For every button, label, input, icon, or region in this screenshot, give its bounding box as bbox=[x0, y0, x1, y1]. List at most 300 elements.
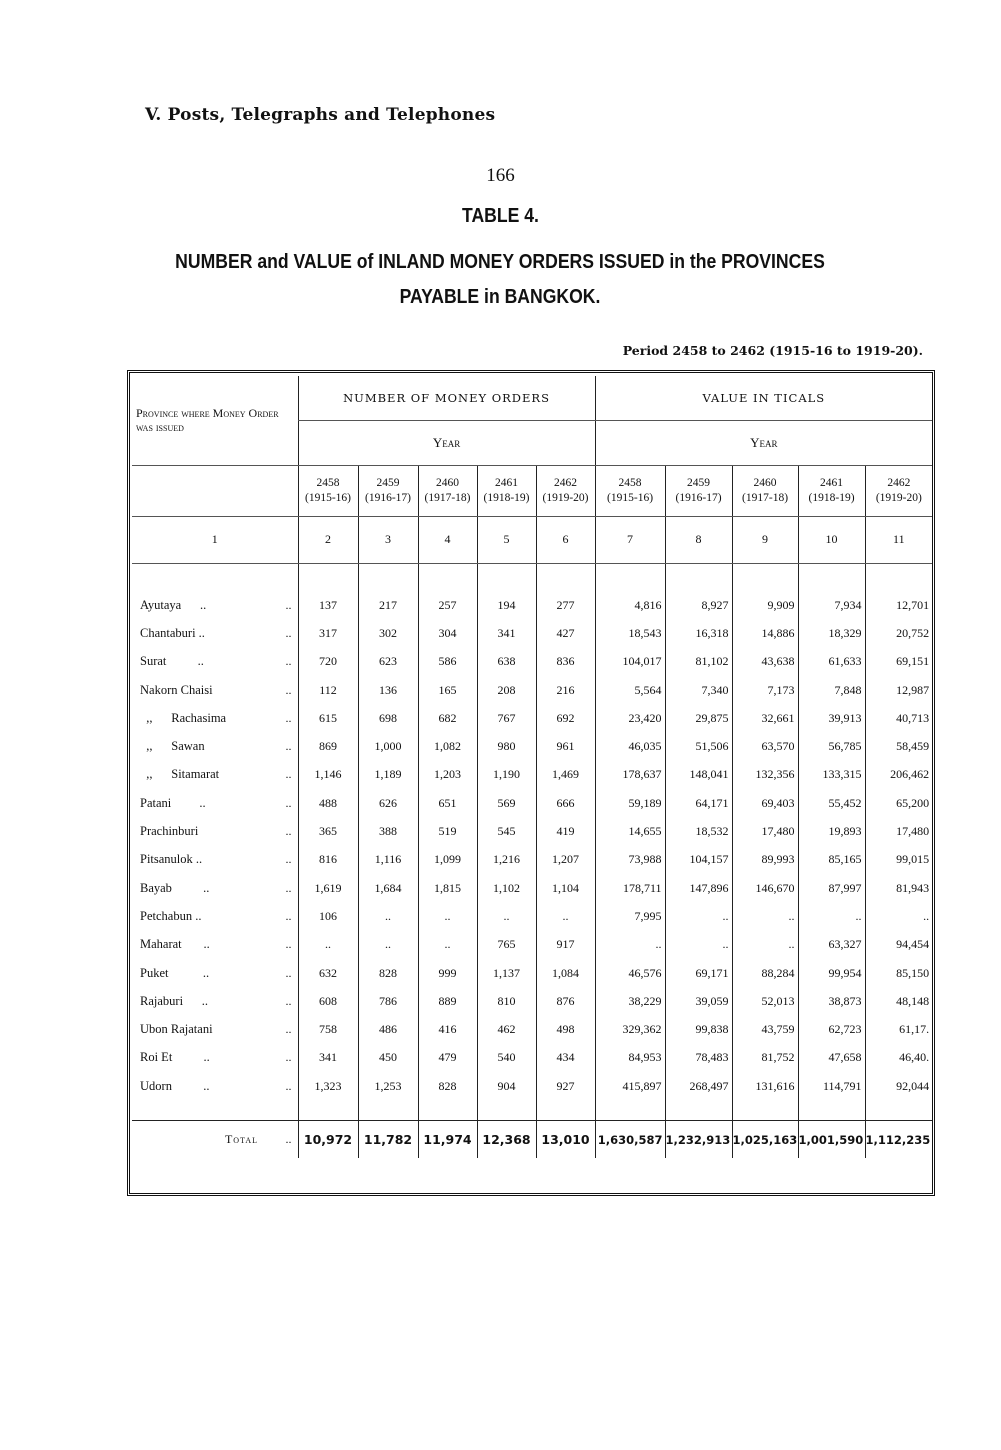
count-cell: 980 bbox=[477, 732, 536, 760]
count-cell: 486 bbox=[358, 1015, 418, 1043]
count-cell: 257 bbox=[418, 591, 477, 619]
table-body bbox=[132, 563, 932, 1158]
leader-dots: .. bbox=[285, 625, 292, 640]
table-label: TABLE 4. bbox=[462, 205, 539, 227]
value-cell: 12,701 bbox=[865, 591, 932, 619]
value-cell: 131,616 bbox=[732, 1072, 798, 1100]
year-ce: (1916-17) bbox=[675, 491, 722, 504]
count-cell: 302 bbox=[358, 619, 418, 647]
value-cell: 148,041 bbox=[665, 761, 732, 789]
value-cell: 87,997 bbox=[798, 874, 865, 902]
count-cell: 277 bbox=[536, 591, 595, 619]
value-cell: 329,362 bbox=[595, 1015, 665, 1043]
value-cell: 43,638 bbox=[732, 648, 798, 676]
value-cell: 7,848 bbox=[798, 676, 865, 704]
value-cell: 17,480 bbox=[732, 817, 798, 845]
value-cell: .. bbox=[665, 902, 732, 930]
province-name: ,, Sitamarat bbox=[140, 767, 220, 782]
value-cell: 73,988 bbox=[595, 846, 665, 874]
count-cell: 1,469 bbox=[536, 761, 595, 789]
value-cell: 178,711 bbox=[595, 874, 665, 902]
value-cell: 104,017 bbox=[595, 648, 665, 676]
count-cell: 1,099 bbox=[418, 846, 477, 874]
count-cell: 137 bbox=[298, 591, 358, 619]
count-cell: 828 bbox=[418, 1072, 477, 1100]
count-cell: 586 bbox=[418, 648, 477, 676]
total-count-cell: 12,368 bbox=[477, 1120, 536, 1158]
province-name: Ubon Rajatani bbox=[140, 1022, 213, 1037]
year-ce: (1917-18) bbox=[424, 491, 471, 504]
year-be: 2460 bbox=[753, 476, 777, 489]
value-cell: 55,452 bbox=[798, 789, 865, 817]
count-cell: 304 bbox=[418, 619, 477, 647]
value-cell: 7,173 bbox=[732, 676, 798, 704]
table-row bbox=[132, 591, 932, 619]
count-cell: 488 bbox=[298, 789, 358, 817]
table-row bbox=[132, 619, 932, 647]
total-count-cell: 13,010 bbox=[536, 1120, 595, 1158]
count-cell: 462 bbox=[477, 1015, 536, 1043]
value-cell: 29,875 bbox=[665, 704, 732, 732]
value-cell: 38,873 bbox=[798, 987, 865, 1015]
value-cell: 99,015 bbox=[865, 846, 932, 874]
table-row bbox=[132, 1044, 932, 1072]
column-number: 4 bbox=[418, 516, 477, 563]
table-row bbox=[132, 1072, 932, 1100]
table-row bbox=[132, 931, 932, 959]
count-cell: 720 bbox=[298, 648, 358, 676]
year-be: 2458 bbox=[618, 476, 642, 489]
province-name: Patani .. bbox=[140, 795, 206, 810]
table-row bbox=[132, 704, 932, 732]
value-cell: 39,913 bbox=[798, 704, 865, 732]
province-name: Surat .. bbox=[140, 654, 204, 669]
value-cell: 52,013 bbox=[732, 987, 798, 1015]
count-cell: 519 bbox=[418, 817, 477, 845]
leader-dots: .. bbox=[264, 1120, 298, 1158]
value-cell: 47,658 bbox=[798, 1044, 865, 1072]
page-number: 166 bbox=[486, 165, 515, 186]
count-cell: 1,084 bbox=[536, 959, 595, 987]
count-cell: 765 bbox=[477, 931, 536, 959]
period-note: Period 2458 to 2462 (1915-16 to 1919-20). bbox=[622, 343, 923, 358]
value-cell: 56,785 bbox=[798, 732, 865, 760]
count-cell: 216 bbox=[536, 676, 595, 704]
count-cell: .. bbox=[358, 902, 418, 930]
count-cell: 876 bbox=[536, 987, 595, 1015]
count-cell: 1,684 bbox=[358, 874, 418, 902]
year-be: 2459 bbox=[376, 476, 400, 489]
column-number: 11 bbox=[865, 516, 932, 563]
money-orders-table bbox=[132, 376, 932, 1158]
value-cell: 415,897 bbox=[595, 1072, 665, 1100]
count-cell: 917 bbox=[536, 931, 595, 959]
column-number: 2 bbox=[298, 516, 358, 563]
table-row bbox=[132, 732, 932, 760]
value-cell: 46,40. bbox=[865, 1044, 932, 1072]
year-ce: (1917-18) bbox=[742, 491, 789, 504]
count-cell: 626 bbox=[358, 789, 418, 817]
value-cell: 19,893 bbox=[798, 817, 865, 845]
year-ce: (1918-19) bbox=[483, 491, 530, 504]
number-year-header bbox=[418, 465, 477, 516]
value-cell: 178,637 bbox=[595, 761, 665, 789]
leader-dots: .. bbox=[285, 824, 292, 839]
count-cell: 638 bbox=[477, 648, 536, 676]
section-title: V. Posts, Telegraphs and Telephones bbox=[145, 105, 496, 125]
value-cell: 133,315 bbox=[798, 761, 865, 789]
count-cell: 569 bbox=[477, 789, 536, 817]
heading-line-2: PAYABLE in BANGKOK. bbox=[399, 286, 601, 308]
value-cell: 46,576 bbox=[595, 959, 665, 987]
value-cell: 69,151 bbox=[865, 648, 932, 676]
count-cell: 388 bbox=[358, 817, 418, 845]
count-cell: 217 bbox=[358, 591, 418, 619]
value-cell: 14,655 bbox=[595, 817, 665, 845]
count-cell: 1,815 bbox=[418, 874, 477, 902]
leader-dots: .. bbox=[285, 993, 292, 1008]
count-cell: 927 bbox=[536, 1072, 595, 1100]
total-value-cell: 1,025,163 bbox=[732, 1120, 798, 1158]
count-cell: 1,203 bbox=[418, 761, 477, 789]
leader-dots: .. bbox=[285, 1050, 292, 1065]
count-cell: 810 bbox=[477, 987, 536, 1015]
value-cell: 48,148 bbox=[865, 987, 932, 1015]
leader-dots: .. bbox=[285, 965, 292, 980]
count-cell: .. bbox=[358, 931, 418, 959]
count-cell: 651 bbox=[418, 789, 477, 817]
province-name: Rajaburi .. bbox=[140, 993, 209, 1008]
column-number-row bbox=[132, 516, 932, 563]
count-cell: 623 bbox=[358, 648, 418, 676]
column-number: 3 bbox=[358, 516, 418, 563]
value-cell: 81,102 bbox=[665, 648, 732, 676]
value-cell: 58,459 bbox=[865, 732, 932, 760]
count-cell: .. bbox=[418, 931, 477, 959]
count-cell: 615 bbox=[298, 704, 358, 732]
value-cell: .. bbox=[595, 931, 665, 959]
value-cell: 17,480 bbox=[865, 817, 932, 845]
number-group-header: NUMBER OF MONEY ORDERS bbox=[298, 376, 595, 420]
year-ce: (1916-17) bbox=[365, 491, 412, 504]
table-row bbox=[132, 959, 932, 987]
total-count-cell: 11,782 bbox=[358, 1120, 418, 1158]
value-year-header bbox=[865, 465, 932, 516]
leader-dots: .. bbox=[285, 654, 292, 669]
count-cell: 1,082 bbox=[418, 732, 477, 760]
leader-dots: .. bbox=[285, 1078, 292, 1093]
value-cell: 12,987 bbox=[865, 676, 932, 704]
value-cell: 92,044 bbox=[865, 1072, 932, 1100]
province-name: Prachinburi bbox=[140, 824, 199, 839]
value-cell: 69,171 bbox=[665, 959, 732, 987]
value-cell: 18,329 bbox=[798, 619, 865, 647]
value-year-label: Year bbox=[595, 420, 932, 465]
count-cell: 836 bbox=[536, 648, 595, 676]
count-cell: 682 bbox=[418, 704, 477, 732]
count-cell: 540 bbox=[477, 1044, 536, 1072]
value-cell: 14,886 bbox=[732, 619, 798, 647]
number-year-header bbox=[536, 465, 595, 516]
value-cell: 7,340 bbox=[665, 676, 732, 704]
value-group-header: VALUE IN TICALS bbox=[595, 376, 932, 420]
value-cell: 69,403 bbox=[732, 789, 798, 817]
value-cell: .. bbox=[732, 902, 798, 930]
table-row bbox=[132, 1015, 932, 1043]
value-cell: 94,454 bbox=[865, 931, 932, 959]
heading-line-1: NUMBER and VALUE of INLAND MONEY ORDERS ISSUED in the PROVINCES bbox=[175, 251, 825, 273]
table-row bbox=[132, 902, 932, 930]
leader-dots: .. bbox=[285, 880, 292, 895]
value-cell: 85,165 bbox=[798, 846, 865, 874]
count-cell: 1,619 bbox=[298, 874, 358, 902]
province-name: Ayutaya .. bbox=[140, 597, 207, 612]
count-cell: 1,216 bbox=[477, 846, 536, 874]
value-cell: .. bbox=[665, 931, 732, 959]
value-cell: 20,752 bbox=[865, 619, 932, 647]
count-cell: .. bbox=[536, 902, 595, 930]
total-row bbox=[132, 1120, 932, 1158]
count-cell: 165 bbox=[418, 676, 477, 704]
count-cell: 419 bbox=[536, 817, 595, 845]
province-name: Bayab .. bbox=[140, 880, 210, 895]
count-cell: 1,137 bbox=[477, 959, 536, 987]
column-number: 6 bbox=[536, 516, 595, 563]
province-header: Province where Money Order was issued bbox=[132, 376, 298, 465]
total-count-cell: 10,972 bbox=[298, 1120, 358, 1158]
table-row bbox=[132, 676, 932, 704]
column-number: 9 bbox=[732, 516, 798, 563]
year-be: 2461 bbox=[820, 476, 844, 489]
year-ce: (1915-16) bbox=[607, 491, 654, 504]
value-cell: 40,713 bbox=[865, 704, 932, 732]
value-cell: 39,059 bbox=[665, 987, 732, 1015]
value-cell: .. bbox=[732, 931, 798, 959]
count-cell: 608 bbox=[298, 987, 358, 1015]
total-value-cell: 1,232,913 bbox=[665, 1120, 732, 1158]
leader-dots: .. bbox=[285, 937, 292, 952]
value-cell: 63,570 bbox=[732, 732, 798, 760]
value-cell: 268,497 bbox=[665, 1072, 732, 1100]
column-number: 7 bbox=[595, 516, 665, 563]
year-be: 2459 bbox=[687, 476, 711, 489]
value-cell: 23,420 bbox=[595, 704, 665, 732]
number-year-header bbox=[298, 465, 358, 516]
table-heading bbox=[100, 245, 900, 315]
value-cell: 132,356 bbox=[732, 761, 798, 789]
count-cell: 961 bbox=[536, 732, 595, 760]
value-cell: 16,318 bbox=[665, 619, 732, 647]
total-value-cell: 1,630,587 bbox=[595, 1120, 665, 1158]
value-year-header bbox=[732, 465, 798, 516]
province-name: ,, Sawan bbox=[140, 739, 205, 754]
value-cell: 38,229 bbox=[595, 987, 665, 1015]
total-value-cell: 1,112,235 bbox=[865, 1120, 932, 1158]
spacer-row bbox=[132, 1100, 932, 1120]
leader-dots: .. bbox=[285, 739, 292, 754]
count-cell: 341 bbox=[298, 1044, 358, 1072]
count-cell: 1,253 bbox=[358, 1072, 418, 1100]
value-cell: 46,035 bbox=[595, 732, 665, 760]
count-cell: 1,116 bbox=[358, 846, 418, 874]
count-cell: 479 bbox=[418, 1044, 477, 1072]
value-cell: 64,171 bbox=[665, 789, 732, 817]
value-cell: 4,816 bbox=[595, 591, 665, 619]
count-cell: 545 bbox=[477, 817, 536, 845]
value-cell: 81,943 bbox=[865, 874, 932, 902]
count-cell: 869 bbox=[298, 732, 358, 760]
total-value-cell: 1,001,590 bbox=[798, 1120, 865, 1158]
value-cell: .. bbox=[798, 902, 865, 930]
count-cell: 317 bbox=[298, 619, 358, 647]
value-cell: 8,927 bbox=[665, 591, 732, 619]
number-year-header bbox=[358, 465, 418, 516]
value-cell: 84,953 bbox=[595, 1044, 665, 1072]
column-number: 1 bbox=[132, 516, 298, 563]
total-label: Total bbox=[132, 1120, 264, 1158]
count-cell: 136 bbox=[358, 676, 418, 704]
value-cell: 65,200 bbox=[865, 789, 932, 817]
leader-dots: .. bbox=[285, 682, 292, 697]
column-number: 5 bbox=[477, 516, 536, 563]
count-cell: 1,146 bbox=[298, 761, 358, 789]
province-name: ,, Rachasima bbox=[140, 710, 227, 725]
table-row bbox=[132, 789, 932, 817]
count-cell: 498 bbox=[536, 1015, 595, 1043]
value-cell: 99,838 bbox=[665, 1015, 732, 1043]
value-cell: 99,954 bbox=[798, 959, 865, 987]
year-be: 2460 bbox=[436, 476, 460, 489]
province-name: Roi Et .. bbox=[140, 1050, 210, 1065]
count-cell: 758 bbox=[298, 1015, 358, 1043]
value-year-header bbox=[595, 465, 665, 516]
number-year-header bbox=[477, 465, 536, 516]
table-row bbox=[132, 761, 932, 789]
table-row bbox=[132, 648, 932, 676]
count-cell: 1,190 bbox=[477, 761, 536, 789]
count-cell: 632 bbox=[298, 959, 358, 987]
year-be: 2461 bbox=[495, 476, 519, 489]
value-cell: 7,995 bbox=[595, 902, 665, 930]
count-cell: 112 bbox=[298, 676, 358, 704]
value-cell: .. bbox=[865, 902, 932, 930]
value-year-header bbox=[798, 465, 865, 516]
province-name: Maharat .. bbox=[140, 937, 210, 952]
value-cell: 7,934 bbox=[798, 591, 865, 619]
province-name: Udorn .. bbox=[140, 1078, 210, 1093]
leader-dots: .. bbox=[285, 767, 292, 782]
count-cell: 889 bbox=[418, 987, 477, 1015]
table-row bbox=[132, 987, 932, 1015]
count-cell: .. bbox=[418, 902, 477, 930]
value-cell: 59,189 bbox=[595, 789, 665, 817]
count-cell: 786 bbox=[358, 987, 418, 1015]
year-header-row bbox=[132, 465, 932, 516]
count-cell: 450 bbox=[358, 1044, 418, 1072]
leader-dots: .. bbox=[285, 1022, 292, 1037]
count-cell: 816 bbox=[298, 846, 358, 874]
value-cell: 147,896 bbox=[665, 874, 732, 902]
leader-dots: .. bbox=[285, 710, 292, 725]
value-cell: 32,661 bbox=[732, 704, 798, 732]
count-cell: 698 bbox=[358, 704, 418, 732]
value-cell: 43,759 bbox=[732, 1015, 798, 1043]
year-ce: (1919-20) bbox=[542, 491, 589, 504]
year-ce: (1919-20) bbox=[875, 491, 922, 504]
count-cell: 1,323 bbox=[298, 1072, 358, 1100]
value-cell: 114,791 bbox=[798, 1072, 865, 1100]
province-name: Puket .. bbox=[140, 965, 210, 980]
province-name: Petchabun .. bbox=[140, 908, 202, 923]
count-cell: 1,189 bbox=[358, 761, 418, 789]
table-row bbox=[132, 874, 932, 902]
province-name: Nakorn Chaisi bbox=[140, 682, 213, 697]
value-cell: 206,462 bbox=[865, 761, 932, 789]
count-cell: 434 bbox=[536, 1044, 595, 1072]
count-cell: 416 bbox=[418, 1015, 477, 1043]
value-cell: 61,17. bbox=[865, 1015, 932, 1043]
count-cell: 1,207 bbox=[536, 846, 595, 874]
count-cell: 365 bbox=[298, 817, 358, 845]
value-cell: 5,564 bbox=[595, 676, 665, 704]
count-cell: 427 bbox=[536, 619, 595, 647]
leader-dots: .. bbox=[285, 597, 292, 612]
count-cell: 666 bbox=[536, 789, 595, 817]
value-cell: 88,284 bbox=[732, 959, 798, 987]
column-number: 10 bbox=[798, 516, 865, 563]
year-ce: (1915-16) bbox=[305, 491, 352, 504]
leader-dots: .. bbox=[285, 852, 292, 867]
value-cell: 62,723 bbox=[798, 1015, 865, 1043]
count-cell: 106 bbox=[298, 902, 358, 930]
count-cell: 1,104 bbox=[536, 874, 595, 902]
count-cell: .. bbox=[298, 931, 358, 959]
count-cell: 999 bbox=[418, 959, 477, 987]
province-name: Pitsanulok .. bbox=[140, 852, 203, 867]
value-cell: 146,670 bbox=[732, 874, 798, 902]
value-cell: 78,483 bbox=[665, 1044, 732, 1072]
year-be: 2462 bbox=[554, 476, 578, 489]
value-cell: 18,532 bbox=[665, 817, 732, 845]
value-year-header bbox=[665, 465, 732, 516]
year-be: 2458 bbox=[316, 476, 340, 489]
count-cell: 194 bbox=[477, 591, 536, 619]
count-cell: 1,102 bbox=[477, 874, 536, 902]
value-cell: 51,506 bbox=[665, 732, 732, 760]
value-cell: 9,909 bbox=[732, 591, 798, 619]
leader-dots: .. bbox=[285, 908, 292, 923]
count-cell: .. bbox=[477, 902, 536, 930]
count-cell: 692 bbox=[536, 704, 595, 732]
total-count-cell: 11,974 bbox=[418, 1120, 477, 1158]
value-cell: 61,633 bbox=[798, 648, 865, 676]
count-cell: 904 bbox=[477, 1072, 536, 1100]
count-cell: 767 bbox=[477, 704, 536, 732]
province-name: Chantaburi .. bbox=[140, 625, 205, 640]
value-cell: 18,543 bbox=[595, 619, 665, 647]
value-cell: 85,150 bbox=[865, 959, 932, 987]
value-cell: 89,993 bbox=[732, 846, 798, 874]
value-cell: 104,157 bbox=[665, 846, 732, 874]
table-row bbox=[132, 817, 932, 845]
count-cell: 828 bbox=[358, 959, 418, 987]
count-cell: 1,000 bbox=[358, 732, 418, 760]
count-cell: 208 bbox=[477, 676, 536, 704]
number-year-label: Year bbox=[298, 420, 595, 465]
year-be: 2462 bbox=[887, 476, 911, 489]
table-row bbox=[132, 846, 932, 874]
year-ce: (1918-19) bbox=[808, 491, 855, 504]
